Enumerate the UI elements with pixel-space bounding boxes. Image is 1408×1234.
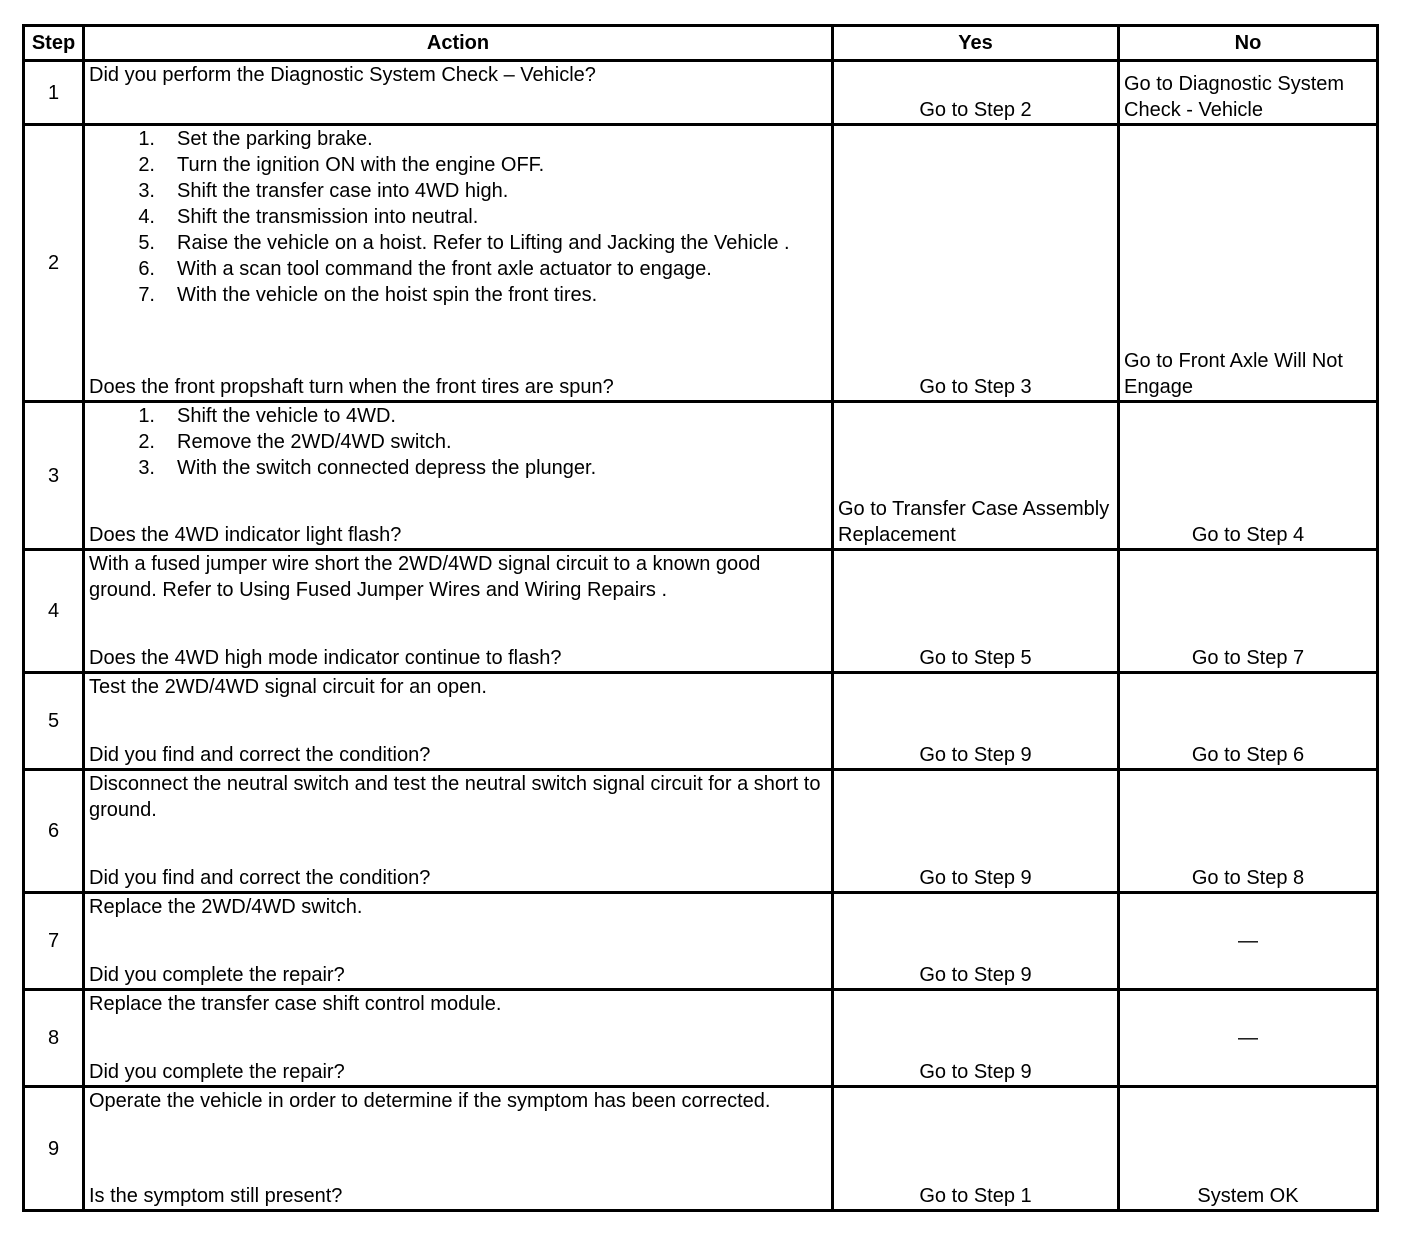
table-row	[24, 402, 1378, 550]
list-item: 2. Remove the 2WD/4WD switch.	[138, 431, 452, 453]
action-question: Did you complete the repair?	[89, 964, 345, 986]
list-item: 6. With a scan tool command the front axle actuator to engage.	[138, 258, 712, 280]
diagnostic-table	[22, 24, 1379, 1212]
action-text: Test the 2WD/4WD signal circuit for an open.	[89, 676, 487, 698]
table-row	[24, 550, 1378, 673]
yes-result: Go to Step 3	[833, 125, 1119, 402]
action-text: Replace the 2WD/4WD switch.	[89, 896, 363, 918]
action-cell	[84, 673, 833, 770]
header-no: No	[1119, 26, 1378, 61]
action-cell	[84, 550, 833, 673]
list-item: 4. Shift the transmission into neutral.	[138, 206, 479, 228]
action-cell	[84, 1087, 833, 1211]
action-cell	[84, 125, 833, 402]
action-text: Replace the transfer case shift control module.	[89, 993, 502, 1015]
list-item: 3. Shift the transfer case into 4WD high.	[138, 180, 509, 202]
action-question: Did you complete the repair?	[89, 1061, 345, 1083]
table-row	[24, 893, 1378, 990]
no-result: Go to Front Axle Will Not Engage	[1119, 125, 1378, 402]
action-text: Did you perform the Diagnostic System Check – Vehicle?	[89, 64, 596, 86]
procedure-list	[89, 403, 827, 481]
action-cell	[84, 770, 833, 893]
list-item: 7. With the vehicle on the hoist spin the front tires.	[138, 284, 598, 306]
yes-result: Go to Transfer Case Assembly Replacement	[833, 402, 1119, 550]
header-step: Step	[24, 26, 84, 61]
action-question: Does the 4WD indicator light flash?	[89, 524, 402, 546]
table-row	[24, 125, 1378, 402]
yes-result: Go to Step 5	[833, 550, 1119, 673]
header-action: Action	[84, 26, 833, 61]
action-cell	[84, 893, 833, 990]
step-number: 7	[24, 893, 84, 990]
action-question: Does the 4WD high mode indicator continue to flash?	[89, 647, 562, 669]
action-question: Is the symptom still present?	[89, 1185, 343, 1207]
step-number: 3	[24, 402, 84, 550]
procedure-list	[89, 126, 827, 308]
action-text: With a fused jumper wire short the 2WD/4WD signal circuit to a known good ground. Refer to Using Fused Jumper Wires and Wiring Repairs .	[89, 553, 761, 601]
step-number: 2	[24, 125, 84, 402]
yes-result: Go to Step 9	[833, 770, 1119, 893]
no-result: Go to Step 8	[1119, 770, 1378, 893]
table-row	[24, 990, 1378, 1087]
table-row	[24, 770, 1378, 893]
no-result: Go to Step 4	[1119, 402, 1378, 550]
list-item: 2. Turn the ignition ON with the engine OFF.	[138, 154, 545, 176]
step-number: 4	[24, 550, 84, 673]
step-number: 8	[24, 990, 84, 1087]
yes-result: Go to Step 9	[833, 893, 1119, 990]
step-number: 5	[24, 673, 84, 770]
yes-result: Go to Step 9	[833, 673, 1119, 770]
no-result: Go to Step 7	[1119, 550, 1378, 673]
action-question: Did you find and correct the condition?	[89, 867, 431, 889]
yes-result: Go to Step 1	[833, 1087, 1119, 1211]
list-item: 5. Raise the vehicle on a hoist. Refer to Lifting and Jacking the Vehicle .	[138, 232, 790, 254]
table-row	[24, 61, 1378, 125]
action-question: Did you find and correct the condition?	[89, 744, 431, 766]
action-cell	[84, 402, 833, 550]
list-item: 1. Set the parking brake.	[138, 128, 373, 150]
yes-result: Go to Step 2	[833, 61, 1119, 125]
table-row	[24, 1087, 1378, 1211]
list-item: 3. With the switch connected depress the plunger.	[138, 457, 597, 479]
no-result: Go to Diagnostic System Check - Vehicle	[1119, 61, 1378, 125]
no-result: System OK	[1119, 1087, 1378, 1211]
step-number: 6	[24, 770, 84, 893]
action-text: Disconnect the neutral switch and test the neutral switch signal circuit for a short to ground.	[89, 773, 821, 821]
no-result: —	[1119, 893, 1378, 990]
action-cell	[84, 990, 833, 1087]
no-result: —	[1119, 990, 1378, 1087]
header-yes: Yes	[833, 26, 1119, 61]
step-number: 1	[24, 61, 84, 125]
list-item: 1. Shift the vehicle to 4WD.	[138, 405, 396, 427]
action-question: Does the front propshaft turn when the front tires are spun?	[89, 376, 614, 398]
action-text: Operate the vehicle in order to determine if the symptom has been corrected.	[89, 1090, 771, 1112]
step-number: 9	[24, 1087, 84, 1211]
no-result: Go to Step 6	[1119, 673, 1378, 770]
header-row	[24, 26, 1378, 61]
table-row	[24, 673, 1378, 770]
action-cell	[84, 61, 833, 125]
yes-result: Go to Step 9	[833, 990, 1119, 1087]
